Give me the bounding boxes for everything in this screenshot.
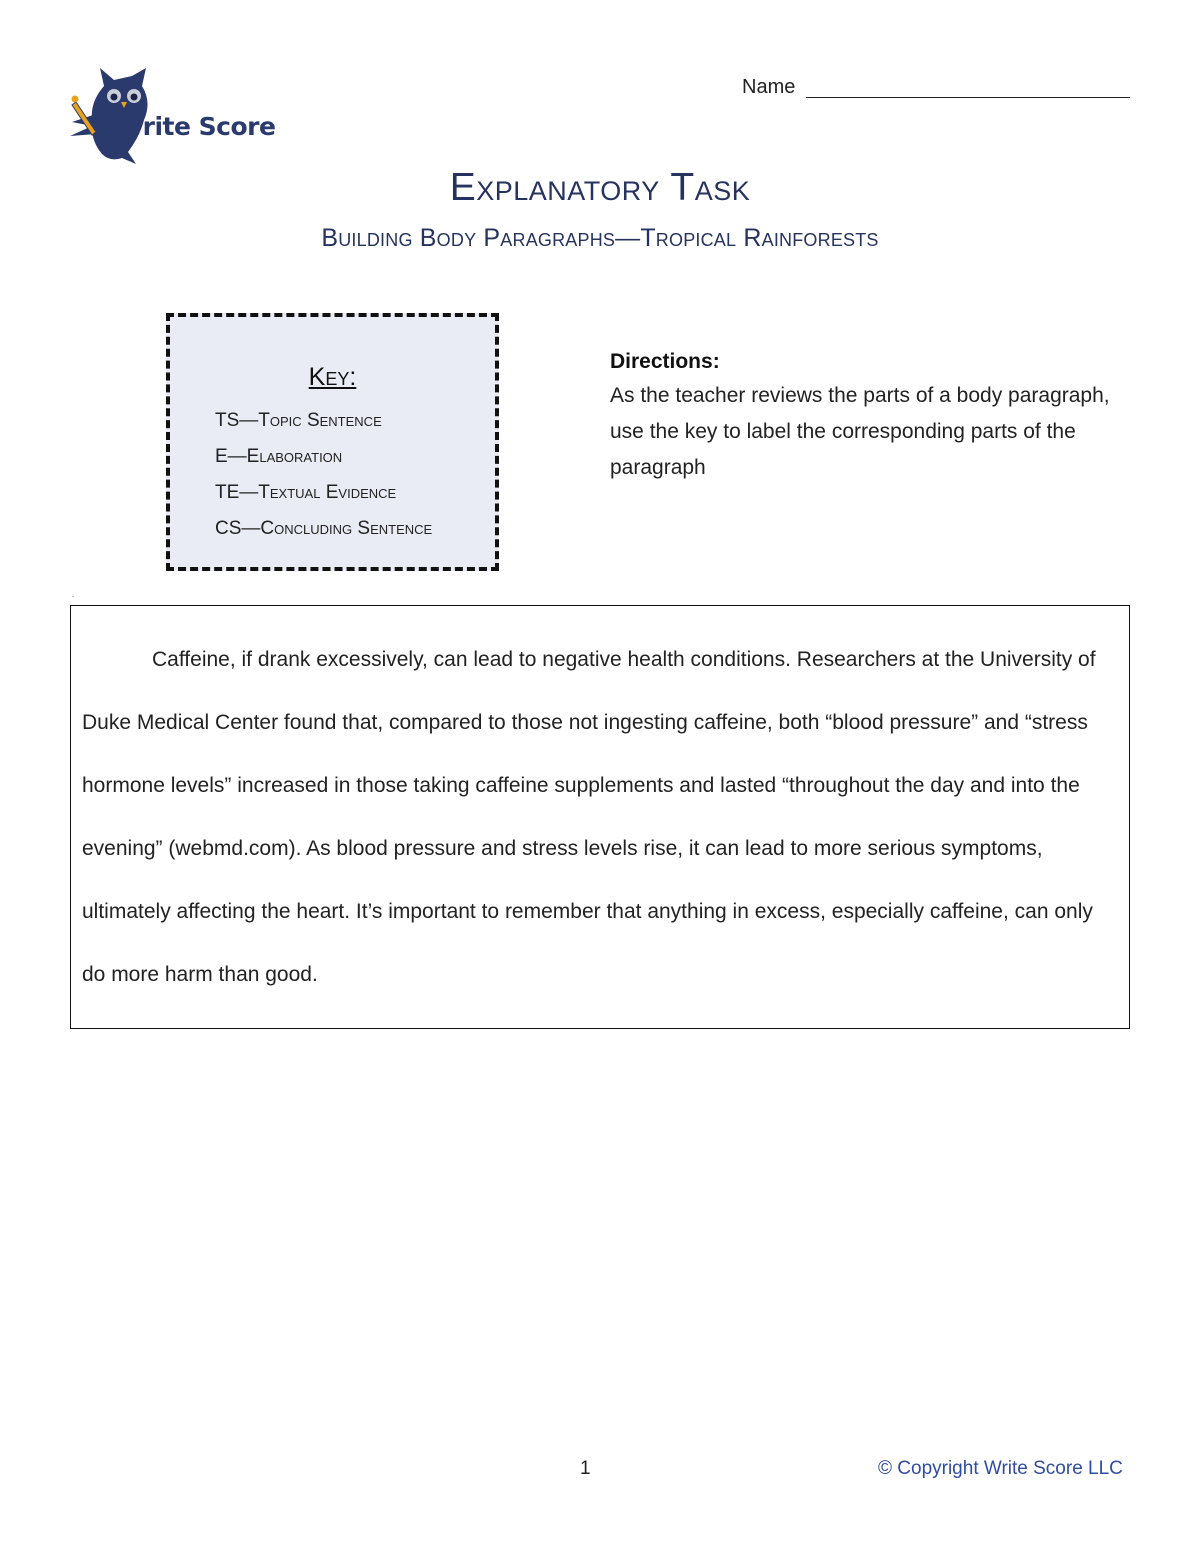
key-item: CS—Concluding Sentence bbox=[215, 518, 433, 539]
directions bbox=[610, 350, 1120, 486]
body-paragraph: Caffeine, if drank excessively, can lead to negative health conditions. Researchers at the University of Duke Medical Center found that, compared to those not ingesting caffeine, both “blood pressure” and “stress hormone levels” increased in those taking caffeine supplements and lasted “throughout the day and into the evening” (webmd.com). As blood pressure and stress levels rise, it can lead to more serious symptoms, ultimately affecting the heart. It’s important to remember that anything in excess, especially caffeine, can only do more harm than good. bbox=[82, 648, 1096, 986]
name-input-line[interactable] bbox=[806, 97, 1130, 98]
name-label: Name bbox=[742, 76, 796, 98]
stray-mark: . bbox=[72, 590, 75, 599]
page-number: 1 bbox=[580, 1458, 591, 1479]
paragraph-box bbox=[70, 605, 1130, 1029]
page-subtitle: Building Body Paragraphs—Tropical Rainforests bbox=[321, 224, 879, 252]
key-list bbox=[215, 403, 432, 547]
key-item: TS—Topic Sentence bbox=[215, 410, 382, 431]
directions-text: As the teacher reviews the parts of a body paragraph, use the key to label the corresponding parts of the paragraph bbox=[610, 384, 1110, 479]
directions-title: Directions: bbox=[610, 350, 720, 373]
logo-wordmark: Write Score bbox=[116, 112, 276, 141]
key-item: E—Elaboration bbox=[215, 446, 343, 467]
copyright-notice: © Copyright Write Score LLC bbox=[878, 1458, 1123, 1479]
key-item: TE—Textual Evidence bbox=[215, 482, 397, 503]
key-box bbox=[166, 313, 499, 571]
page-title: Explanatory Task bbox=[449, 166, 751, 209]
key-title: Key: bbox=[308, 363, 357, 391]
